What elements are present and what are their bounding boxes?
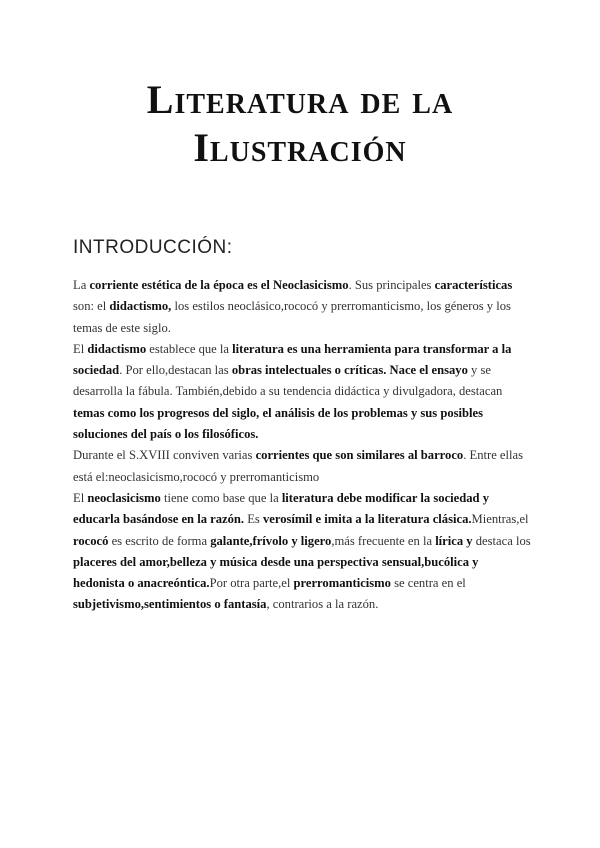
bold-text-run: obras intelectuales o críticas. Nace el ensayo: [231, 363, 468, 378]
text-run: y se desarrolla la fábula. También,debido a su tendencia didáctica y divulgadora, destacan: [73, 363, 503, 399]
text-run: ,más frecuente en la: [331, 533, 436, 548]
bold-text-run: corriente estética de la época es el Neoclasicismo: [89, 278, 349, 292]
bold-text-run: temas como los progresos del siglo, el análisis de los problemas y sus posibles soluciones del país o los filosóficos.: [73, 405, 484, 442]
paragraph-didactismo: [73, 339, 533, 445]
text-run: Durante el S.XVIII conviven varias: [73, 448, 256, 463]
text-run: destaca los: [472, 533, 531, 548]
section-heading: INTRODUCCIÓN:: [73, 237, 233, 258]
text-run: establece que la: [146, 341, 233, 356]
text-run: es escrito de forma: [108, 533, 211, 548]
bold-text-run: verosímil e imita a la literatura clásica.: [262, 512, 472, 527]
body-text: [73, 275, 533, 616]
bold-text-run: neoclasicismo: [87, 490, 161, 505]
paragraph-intro: [73, 275, 533, 339]
text-run: . Entre ellas está el:neoclasicismo,rococó y prerromanticismo: [73, 448, 524, 484]
text-run: se centra en el: [390, 576, 466, 591]
bold-text-run: didactismo,: [109, 299, 172, 314]
text-run: Mientras,el: [471, 512, 529, 527]
text-run: . Sus principales: [348, 278, 435, 292]
text-run: , contrarios a la razón.: [266, 597, 379, 612]
bold-text-run: lírica y: [435, 533, 473, 548]
text-run: La: [73, 278, 90, 292]
text-run: El: [73, 490, 88, 505]
title-line-1: Literatura de la: [146, 77, 454, 122]
bold-text-run: didactismo: [87, 341, 147, 356]
text-run: . Por ello,destacan las: [119, 363, 232, 378]
bold-text-run: literatura debe modificar la sociedad y educarla basándose en la razón.: [73, 490, 490, 527]
text-run: son: el: [73, 299, 110, 314]
bold-text-run: rococó: [73, 533, 109, 548]
bold-text-run: características: [434, 278, 513, 292]
bold-text-run: galante,frívolo y ligero: [210, 533, 332, 548]
text-run: tiene como base que la: [160, 490, 282, 505]
bold-text-run: literatura es una herramienta para transformar a la sociedad: [73, 341, 512, 378]
bold-text-run: subjetivismo,sentimientos o fantasía: [73, 597, 267, 612]
bold-text-run: placeres del amor,belleza y música desde una perspectiva sensual,bucólica y hedonista o anacreóntica.: [73, 554, 479, 591]
text-run: Es: [244, 512, 263, 527]
bold-text-run: prerromanticismo: [293, 576, 391, 591]
text-run: los estilos neoclásico,rococó y prerromanticismo, los géneros y los temas de este siglo.: [73, 299, 511, 335]
bold-text-run: corrientes que son similares al barroco: [255, 448, 464, 463]
paragraph-estilos: [73, 488, 533, 616]
text-run: Por otra parte,el: [209, 576, 294, 591]
paragraph-corrientes: [73, 445, 533, 488]
title-line-2: Ilustración: [193, 125, 407, 170]
page-title: [0, 76, 600, 172]
text-run: El: [73, 341, 88, 356]
